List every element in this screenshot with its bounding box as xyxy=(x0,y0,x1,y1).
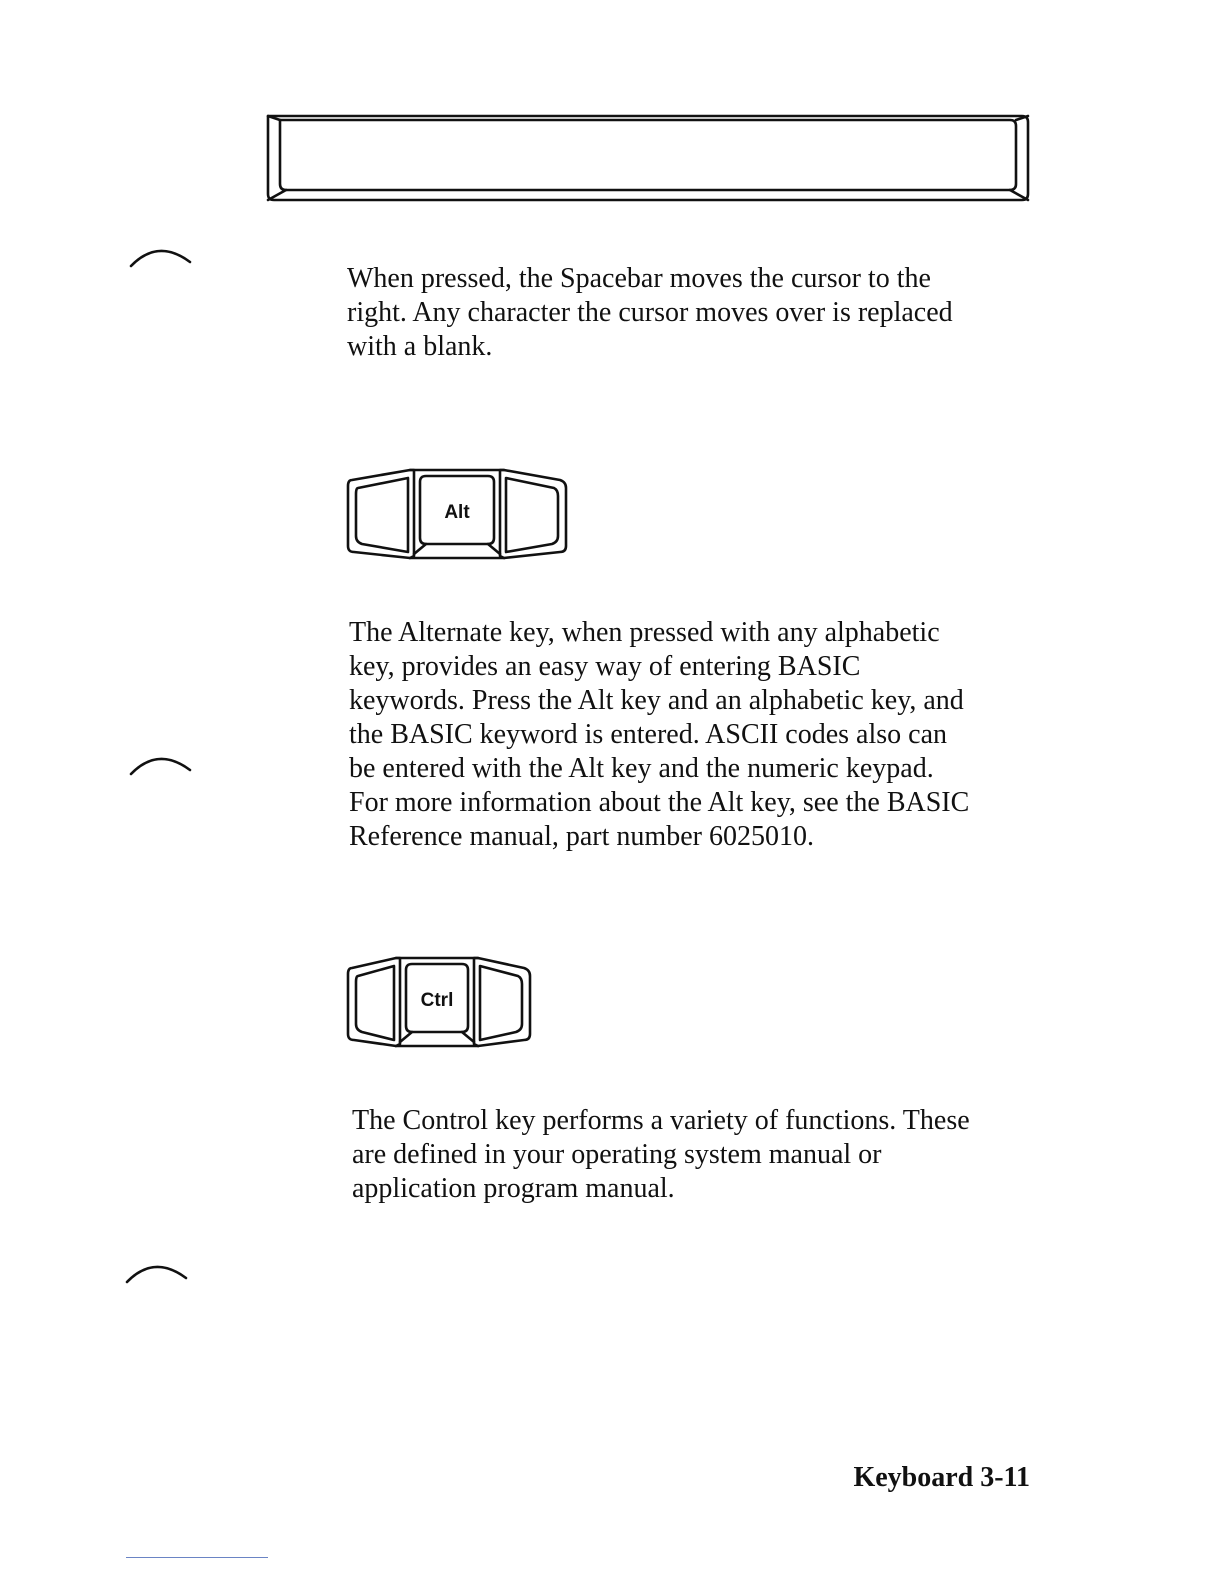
bottom-rule xyxy=(126,1557,268,1558)
spacebar-keycap-illustration xyxy=(262,110,1034,206)
ctrl-keycap-illustration xyxy=(344,954,536,1050)
alt-description: The Alternate key, when pressed with any alphabetic key, provides an easy way of entering BASIC keywords. Press the Alt key and an alphabetic key, and the BASIC keyword is entered. ASCII codes also can be entered with the Alt key and the numeric keypad. For more information about the Alt key, see the BASIC Reference manual, part number 6025010. xyxy=(349,617,970,852)
binding-arc-icon xyxy=(128,240,194,270)
binding-arc-icon xyxy=(124,1256,190,1286)
ctrl-key-label: Ctrl xyxy=(420,990,454,1011)
page-number-label: Keyboard 3-11 xyxy=(853,1462,1030,1493)
alt-keycap-illustration xyxy=(344,466,570,562)
ctrl-description: The Control key performs a variety of functions. These are defined in your operating system manual or application program manual. xyxy=(352,1105,970,1204)
alt-key-label: Alt xyxy=(444,502,470,523)
binding-arc-icon xyxy=(128,748,194,778)
spacebar-description: When pressed, the Spacebar moves the cursor to the right. Any character the cursor moves over is replaced with a blank. xyxy=(347,263,953,362)
